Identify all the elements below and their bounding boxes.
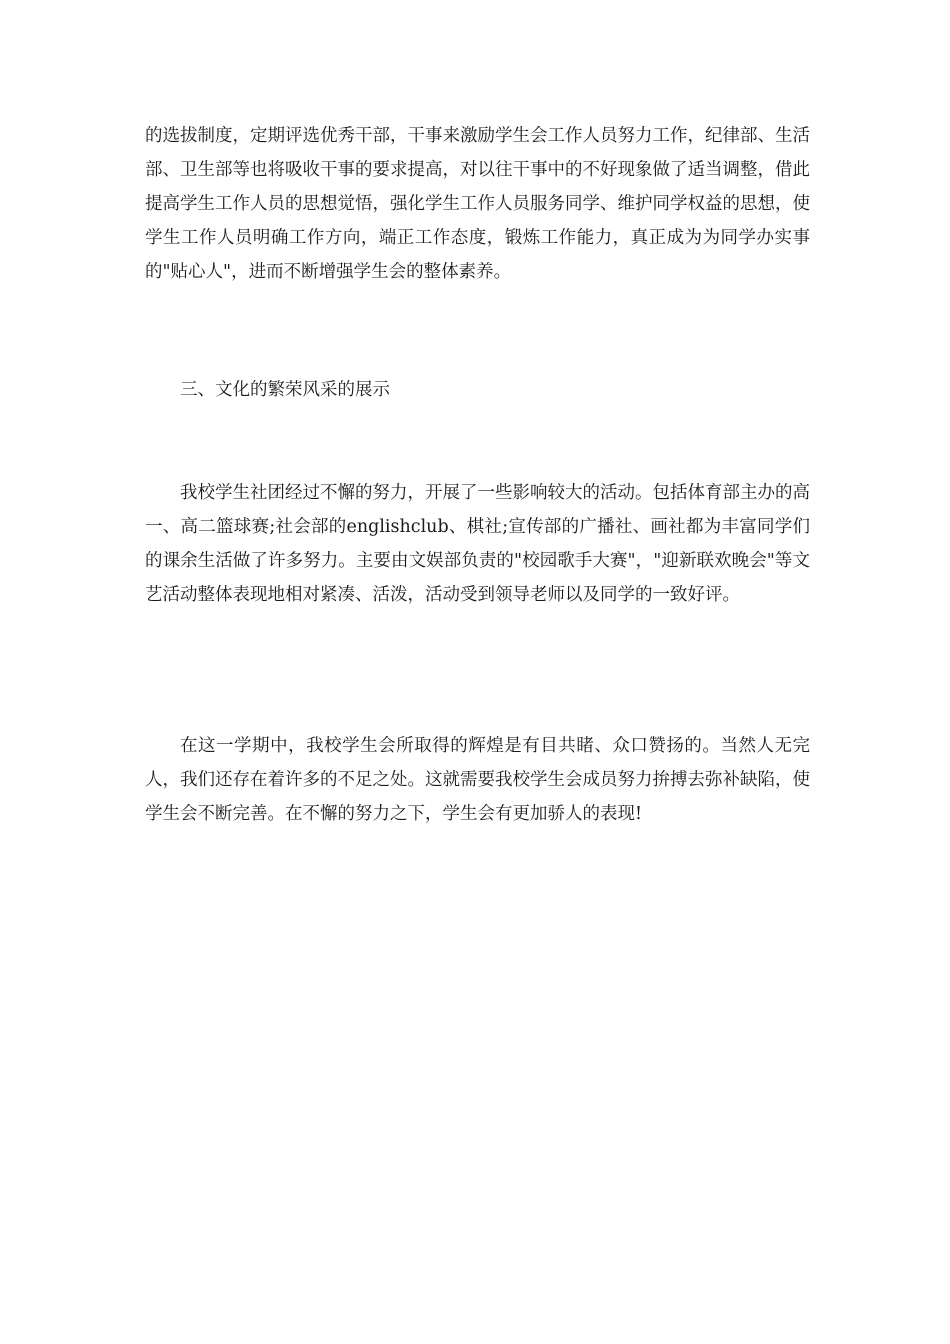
paragraph-conclusion: 在这一学期中，我校学生会所取得的辉煌是有目共睹、众口赞扬的。当然人无完人，我们还存在着许多的不足之处。这就需要我校学生会成员努力拚搏去弥补缺陷，使学生会不断完善。在不懈的努力之下，学生会有更加骄人的表现! [145, 736, 810, 824]
paragraph-continuation: 的选拔制度，定期评选优秀干部，干事来激励学生会工作人员努力工作，纪律部、生活部、卫生部等也将吸收干事的要求提高，对以往干事中的不好现象做了适当调整，借此提高学生工作人员的思想觉悟，强化学生工作人员服务同学、维护同学权益的思想，使学生工作人员明确工作方向，端正工作态度，锻炼工作能力，真正成为为同学办实事的"贴心人"，进而不断增强学生会的整体素养。 [145, 126, 810, 282]
section-heading: 三、文化的繁荣风采的展示 [180, 380, 390, 400]
paragraph-activities: 我校学生社团经过不懈的努力，开展了一些影响较大的活动。包括体育部主办的高一、高二篮球赛;社会部的englishclub、棋社;宣传部的广播社、画社都为丰富同学们的课余生活做了许多努力。主要由文娱部负责的"校园歌手大赛"，"迎新联欢晚会"等文艺活动整体表现地相对紧凑、活泼，活动受到领导老师以及同学的一致好评。 [145, 483, 810, 605]
